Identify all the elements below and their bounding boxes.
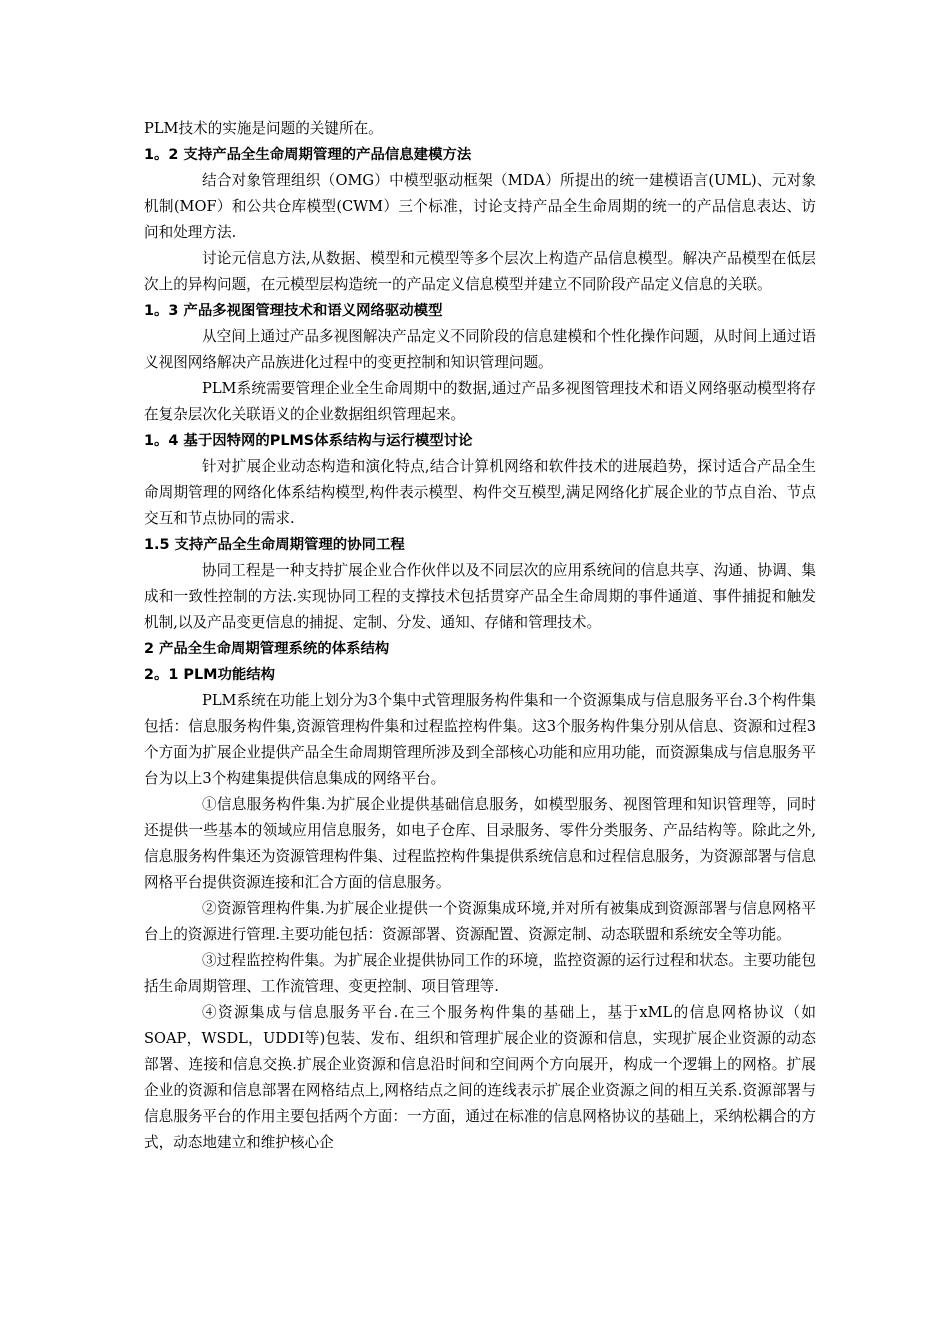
section-heading-2: 2 产品全生命周期管理系统的体系结构 (144, 641, 390, 657)
paragraph-item-1: ①信息服务构件集.为扩展企业提供基础信息服务，如模型服务、视图管理和知识管理等，同时还提供一些基本的领域应用信息服务，如电子仓库、目录服务、零件分类服务、产品结构等。除此之外,信息服务构件集还为资源管理构件集、过程监控构件集提供系统信息和过程信息服务，为资源部署与信息网格平台提供资源连接和汇合方面的信息服务。 (144, 796, 816, 891)
paragraph: PLM系统在功能上划分为3个集中式管理服务构件集和一个资源集成与信息服务平台.3个构件集包括：信息服务构件集,资源管理构件集和过程监控构件集。这3个服务构件集分别从信息、资源和过程3个方面为扩展企业提供产品全生命周期管理所涉及到全部核心功能和应用功能，而资源集成与信息服务平台为以上3个构建集提供信息集成的网络平台。 (144, 692, 816, 787)
paragraph: 针对扩展企业动态构造和演化特点,结合计算机网络和软件技术的进展趋势，探讨适合产品全生命周期管理的网络化体系结构模型,构件表示模型、构件交互模型,满足网络化扩展企业的节点自治、节点交互和节点协同的需求. (144, 458, 816, 527)
paragraph: 讨论元信息方法,从数据、模型和元模型等多个层次上构造产品信息模型。解决产品模型在低层次上的异构问题，在元模型层构造统一的产品定义信息模型并建立不同阶段产品定义信息的关联。 (144, 250, 816, 293)
section-heading-1-4: 1。4 基于因特网的PLMS体系结构与运行模型讨论 (144, 433, 473, 449)
paragraph-item-4: ④资源集成与信息服务平台.在三个服务构件集的基础上，基于xML的信息网格协议（如SOAP，WSDL，UDDI等)包装、发布、组织和管理扩展企业的资源和信息，实现扩展企业资源的动态部署、连接和信息交换.扩展企业资源和信息沿时间和空间两个方向展开，构成一个逻辑上的网格。扩展企业的资源和信息部署在网格结点上,网格结点之间的连线表示扩展企业资源之间的相互关系.资源部署与信息服务平台的作用主要包括两个方面：一方面，通过在标准的信息网格协议的基础上，采纳松耦合的方式，动态地建立和维护核心企 (144, 1004, 816, 1151)
section-heading-1-3: 1。3 产品多视图管理技术和语义网络驱动模型 (144, 303, 443, 319)
paragraph: 结合对象管理组织（OMG）中模型驱动框架（MDA）所提出的统一建模语言(UML)、元对象机制(MOF）和公共仓库模型(CWM）三个标准，讨论支持产品全生命周期的统一的产品信息表达、访问和处理方法. (144, 172, 816, 241)
paragraph: PLM系统需要管理企业全生命周期中的数据,通过产品多视图管理技术和语义网络驱动模型将存在复杂层次化关联语义的企业数据组织管理起来。 (144, 380, 816, 423)
paragraph: PLM技术的实施是问题的关键所在。 (144, 120, 383, 137)
section-heading-1-2: 1。2 支持产品全生命周期管理的产品信息建模方法 (144, 147, 472, 163)
paragraph-item-2: ②资源管理构件集.为扩展企业提供一个资源集成环境,并对所有被集成到资源部署与信息网格平台上的资源进行管理.主要功能包括：资源部署、资源配置、资源定制、动态联盟和系统安全等功能。 (144, 900, 816, 943)
section-heading-2-1: 2。1 PLM功能结构 (144, 667, 276, 683)
paragraph: 协同工程是一种支持扩展企业合作伙伴以及不同层次的应用系统间的信息共享、沟通、协调、集成和一致性控制的方法.实现协同工程的支撑技术包括贯穿产品全生命周期的事件通道、事件捕捉和触发机制,以及产品变更信息的捕捉、定制、分发、通知、存储和管理技术。 (144, 562, 816, 631)
document-page (144, 116, 816, 1156)
paragraph: 从空间上通过产品多视图解决产品定义不同阶段的信息建模和个性化操作问题，从时间上通过语义视图网络解决产品族进化过程中的变更控制和知识管理问题。 (144, 328, 816, 371)
paragraph-item-3: ③过程监控构件集。为扩展企业提供协同工作的环境，监控资源的运行过程和状态。主要功能包括生命周期管理、工作流管理、变更控制、项目管理等. (144, 952, 816, 995)
section-heading-1-5: 1.5 支持产品全生命周期管理的协同工程 (144, 537, 405, 553)
